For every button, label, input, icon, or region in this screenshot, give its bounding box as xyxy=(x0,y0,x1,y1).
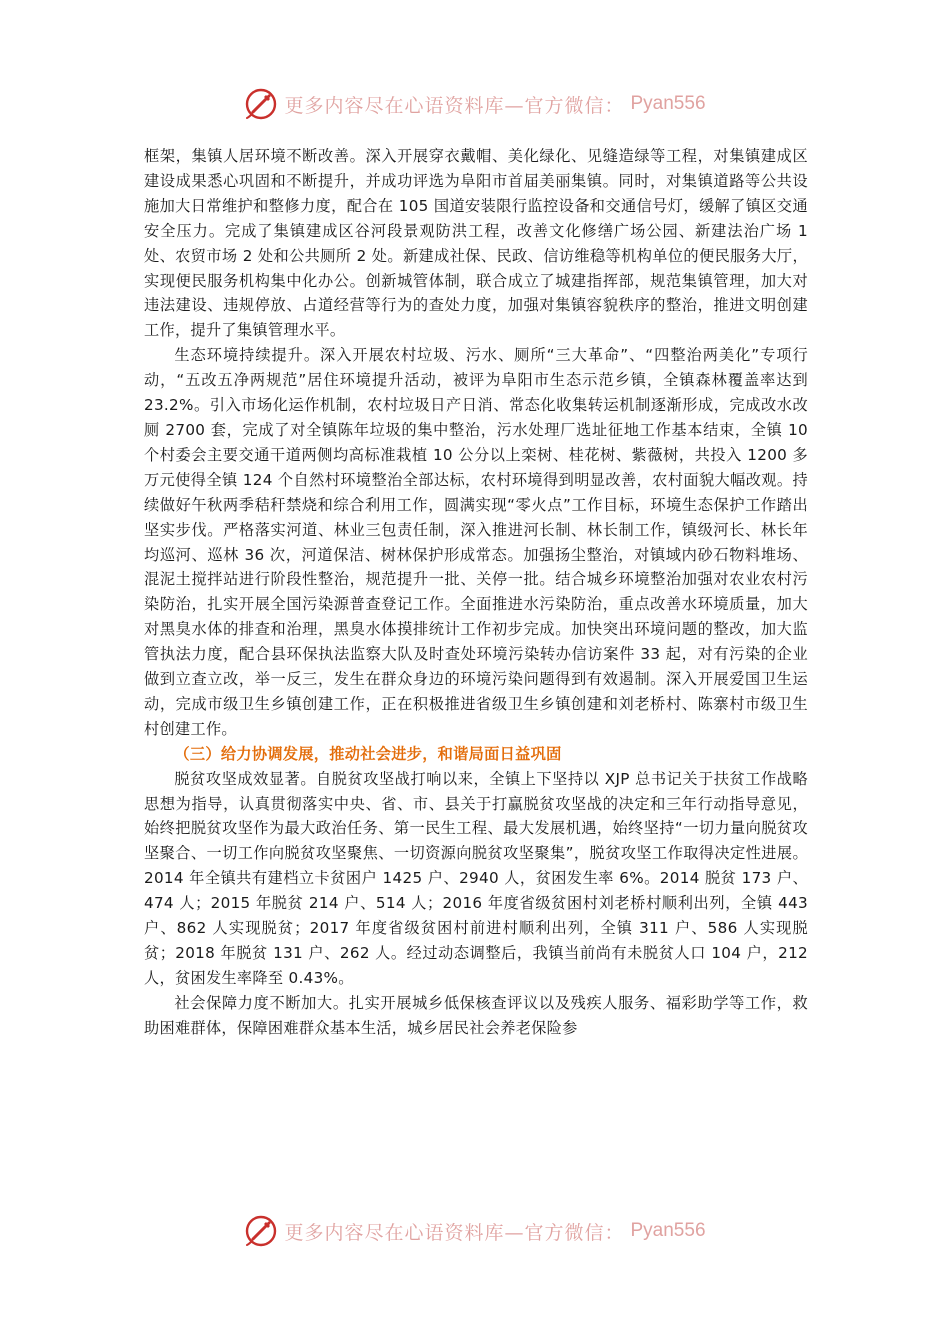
paragraph-social-security: 社会保障力度不断加大。扎实开展城乡低保核查评议以及残疾人服务、福彩助学等工作，救助困难群体，保障困难群众基本生活，城乡居民社会养老保险参 xyxy=(144,993,808,1037)
header-watermark-banner xyxy=(0,84,950,124)
pen-logo-icon xyxy=(244,87,278,121)
pen-logo-icon xyxy=(244,1214,278,1248)
banner-wechat-id: Pyan556 xyxy=(630,93,706,114)
document-body xyxy=(144,144,808,1041)
paragraph-continuation: 框架，集镇人居环境不断改善。深入开展穿衣戴帽、美化绿化、见缝造绿等工程，对集镇建成区建设成果悉心巩固和不断提升，并成功评选为阜阳市首届美丽集镇。同时，对集镇道路等公共设施加大日常维护和整修力度，配合在 105 国道安装限行监控设备和交通信号灯，缓解了镇区交通安全压力。完成了集镇建成区谷河段景观防洪工程，改善文化修缮广场公园、新建法治广场 1 处、农贸市场 2 处和公共厕所 2 处。新建成社保、民政、信访维稳等机构单位的便民服务大厅，实现便民服务机构集中化办公。创新城管体制，联合成立了城建指挥部，规范集镇管理，加大对违法建设、违规停放、占道经营等行为的查处力度，加强对集镇容貌秩序的整治，推进文明创建工作，提升了集镇管理水平。 xyxy=(144,147,808,340)
paragraph-ecology: 生态环境持续提升。深入开展农村垃圾、污水、厕所“三大革命”、“四整治两美化”专项行动，“五改五净两规范”居住环境提升活动，被评为阜阳市生态示范乡镇，全镇森林覆盖率达到 23.2%。引入市场化运作机制，农村垃圾日产日消、常态化收集转运机制逐渐形成，完成改水改厕 2700 套，完成了对全镇陈年垃圾的集中整治，污水处理厂选址征地工作基本结束，全镇 10 个村委会主要交通干道两侧均高标准栽植 10 公分以上栾树、桂花树、紫薇树，共投入 1200 多万元使得全镇 124 个自然村环境整治全部达标，农村环境得到明显改善，农村面貌大幅改观。持续做好午秋两季秸秆禁烧和综合利用工作，圆满实现“零火点”工作目标，环境生态保护工作踏出坚实步伐。严格落实河道、林业三包责任制，深入推进河长制、林长制工作，镇级河长、林长年均巡河、巡林 36 次，河道保洁、树林保护形成常态。加强扬尘整治，对镇域内砂石物料堆场、混泥土搅拌站进行阶段性整治，规范提升一批、关停一批。结合城乡环境整治加强对农业农村污染防治，扎实开展全国污染源普查登记工作。全面推进水污染防治，重点改善水环境质量，加大对黑臭水体的排查和治理，黑臭水体摸排统计工作初步完成。加快突出环境问题的整改，加大监管执法力度，配合县环保执法监察大队及时查处环境污染转办信访案件 33 起，对有污染的企业做到立查立改，举一反三，发生在群众身边的环境污染问题得到有效遏制。深入开展爱国卫生运动，完成市级卫生乡镇创建工作，正在积极推进省级卫生乡镇创建和刘老桥村、陈寨村市级卫生村创建工作。 xyxy=(144,346,808,738)
banner-text: 更多内容尽在心语资料库—官方微信： xyxy=(284,94,625,117)
paragraph-poverty: 脱贫攻坚成效显著。自脱贫攻坚战打响以来，全镇上下坚持以 XJP 总书记关于扶贫工作战略思想为指导，认真贯彻落实中央、省、市、县关于打赢脱贫攻坚战的决定和三年行动指导意见，始终把脱贫攻坚作为最大政治任务、第一民生工程、最大发展机遇，始终坚持“一切力量向脱贫攻坚聚合、一切工作向脱贫攻坚聚焦、一切资源向脱贫攻坚聚集”，脱贫攻坚工作取得决定性进展。2014 年全镇共有建档立卡贫困户 1425 户、2940 人，贫困发生率 6%。2014 脱贫 173 户、474 人；2015 年脱贫 214 户、514 人；2016 年度省级贫困村刘老桥村顺利出列，全镇 443 户、862 人实现脱贫；2017 年度省级贫困村前进村顺利出列，全镇 311 户、586 人实现脱贫；2018 年脱贫 131 户、262 人。经过动态调整后，我镇当前尚有未脱贫人口 104 户，212 人，贫困发生率降至 0.43%。 xyxy=(144,769,808,987)
footer-watermark-banner xyxy=(0,1211,950,1251)
banner-text: 更多内容尽在心语资料库—官方微信： xyxy=(284,1221,625,1244)
banner-wechat-id: Pyan556 xyxy=(630,1220,706,1241)
section-heading: （三）给力协调发展，推动社会进步，和谐局面日益巩固 xyxy=(174,744,562,763)
